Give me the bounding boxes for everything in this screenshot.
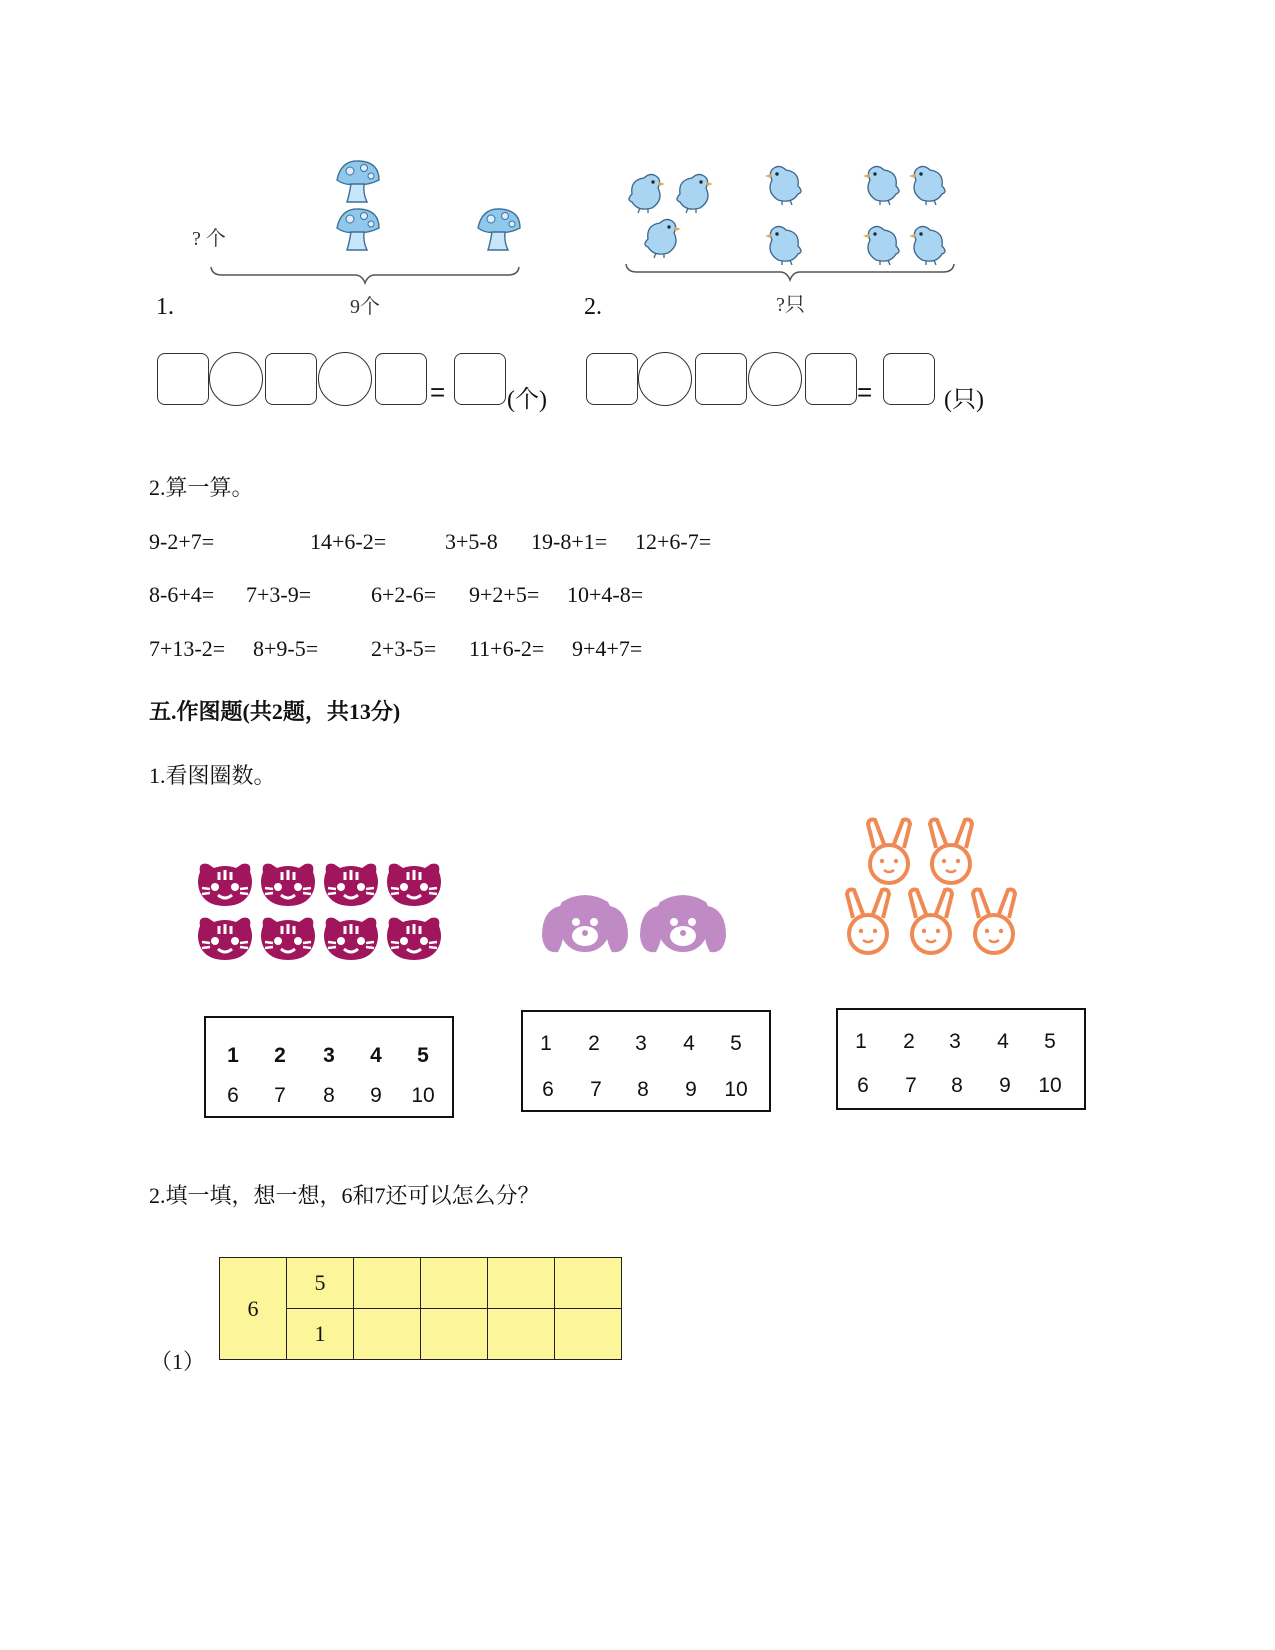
tiger-face-icon [322, 860, 380, 908]
unknown-count-label: ? 个 [192, 228, 226, 250]
split-cell-blank[interactable] [354, 1258, 421, 1309]
number-option[interactable]: 7 [590, 1078, 602, 1101]
chick-icon [764, 222, 806, 266]
number-option[interactable]: 10 [411, 1084, 435, 1107]
calc-expression: 9-2+7= [149, 529, 215, 554]
split-cell-blank[interactable] [555, 1258, 622, 1309]
answer-box[interactable] [157, 353, 209, 405]
calc-expression: 12+6-7= [635, 529, 712, 554]
calc-expression: 9+2+5= [469, 582, 540, 607]
bunny-face-icon [965, 888, 1023, 956]
whole-number-cell: 6 [220, 1258, 287, 1360]
number-option[interactable]: 3 [949, 1030, 961, 1053]
chick-icon [640, 215, 682, 259]
number-option[interactable]: 8 [323, 1084, 335, 1107]
split-cell: 5 [287, 1258, 354, 1309]
operator-circle[interactable] [748, 352, 802, 406]
number-split-table [219, 1257, 622, 1360]
number-option[interactable]: 5 [1044, 1030, 1056, 1053]
calc-expression: 7+13-2= [149, 636, 226, 661]
tiger-face-icon [259, 860, 317, 908]
calc-expression: 8+9-5= [253, 636, 319, 661]
operator-circle[interactable] [638, 352, 692, 406]
mushroom-icon [333, 158, 383, 204]
tiger-face-icon [385, 860, 443, 908]
equals-sign: = [430, 377, 446, 407]
operator-circle[interactable] [209, 352, 263, 406]
result-box[interactable] [454, 353, 506, 405]
chick-icon [624, 170, 666, 214]
question-title: 2.填一填，想一想，6和7还可以怎么分？ [149, 1183, 540, 1208]
number-option[interactable]: 10 [724, 1078, 748, 1101]
chick-icon [862, 162, 904, 206]
calc-expression: 6+2-6= [371, 582, 437, 607]
number-option[interactable]: 9 [370, 1084, 382, 1107]
number-option[interactable]: 4 [997, 1030, 1009, 1053]
calc-expression: 2+3-5= [371, 636, 437, 661]
bunny-face-icon [902, 888, 960, 956]
result-box[interactable] [883, 353, 935, 405]
number-option[interactable]: 2 [588, 1032, 600, 1055]
calc-expression: 19-8+1= [531, 529, 608, 554]
calc-expression: 14+6-2= [310, 529, 387, 554]
split-cell: 1 [287, 1309, 354, 1360]
problem-number: 1. [156, 294, 174, 320]
calc-expression: 11+6-2= [469, 636, 545, 661]
number-box-tigers [204, 1016, 454, 1118]
total-count-label: 9个 [350, 296, 380, 318]
number-option[interactable]: 7 [274, 1084, 286, 1107]
bunny-face-icon [860, 818, 918, 886]
calc-expression: 3+5-8 [445, 529, 498, 554]
chick-icon [908, 222, 950, 266]
answer-box[interactable] [586, 353, 638, 405]
number-option[interactable]: 8 [951, 1074, 963, 1097]
number-option[interactable]: 6 [857, 1074, 869, 1097]
tiger-face-icon [259, 914, 317, 962]
section-heading: 五.作图题(共2题，共13分) [149, 699, 401, 724]
chick-icon [764, 162, 806, 206]
bunny-face-icon [839, 888, 897, 956]
equals-sign: = [857, 377, 873, 407]
number-option[interactable]: 4 [370, 1044, 382, 1067]
split-cell-blank[interactable] [555, 1309, 622, 1360]
split-cell-blank[interactable] [421, 1309, 488, 1360]
tiger-face-icon [196, 914, 254, 962]
bunny-face-icon [922, 818, 980, 886]
answer-box[interactable] [375, 353, 427, 405]
question-title: 1.看图圈数。 [149, 763, 276, 788]
split-cell-blank[interactable] [488, 1309, 555, 1360]
number-option[interactable]: 2 [274, 1044, 286, 1067]
number-option[interactable]: 8 [637, 1078, 649, 1101]
split-cell-blank[interactable] [354, 1309, 421, 1360]
split-cell-blank[interactable] [421, 1258, 488, 1309]
chick-icon [908, 162, 950, 206]
calc-expression: 9+4+7= [572, 636, 643, 661]
number-option[interactable]: 9 [999, 1074, 1011, 1097]
number-option[interactable]: 2 [903, 1030, 915, 1053]
calc-expression: 8-6+4= [149, 582, 215, 607]
number-option[interactable]: 10 [1038, 1074, 1062, 1097]
puppy-face-icon [638, 892, 728, 958]
number-option[interactable]: 5 [730, 1032, 742, 1055]
number-option[interactable]: 1 [227, 1044, 239, 1067]
mushroom-icon [333, 206, 383, 252]
number-option[interactable]: 9 [685, 1078, 697, 1101]
tiger-face-icon [322, 914, 380, 962]
number-option[interactable]: 3 [323, 1044, 335, 1067]
number-box-bunnies [836, 1008, 1086, 1110]
calc-expression: 10+4-8= [567, 582, 644, 607]
number-option[interactable]: 4 [683, 1032, 695, 1055]
number-option[interactable]: 6 [227, 1084, 239, 1107]
brace-bracket [625, 262, 955, 282]
mushroom-icon [474, 206, 524, 252]
number-option[interactable]: 3 [635, 1032, 647, 1055]
number-option[interactable]: 5 [417, 1044, 429, 1067]
unit-label: (只) [944, 387, 984, 413]
problem-number: 2. [584, 294, 602, 320]
total-count-label: ?只 [776, 294, 805, 316]
calc-title: 2.算一算。 [149, 475, 254, 500]
answer-box[interactable] [695, 353, 747, 405]
number-box-puppies [521, 1010, 771, 1112]
answer-box[interactable] [805, 353, 857, 405]
calc-expression: 7+3-9= [246, 582, 312, 607]
number-option[interactable]: 1 [855, 1030, 867, 1053]
unit-label: (个) [507, 387, 547, 413]
tiger-face-icon [196, 860, 254, 908]
split-cell-blank[interactable] [488, 1258, 555, 1309]
number-option[interactable]: 6 [542, 1078, 554, 1101]
number-option[interactable]: 7 [905, 1074, 917, 1097]
chick-icon [672, 170, 714, 214]
number-option[interactable]: 1 [540, 1032, 552, 1055]
brace-bracket [210, 265, 520, 285]
tiger-face-icon [385, 914, 443, 962]
answer-box[interactable] [265, 353, 317, 405]
puppy-face-icon [540, 892, 630, 958]
chick-icon [862, 222, 904, 266]
sub-question-label: （1） [150, 1349, 206, 1374]
operator-circle[interactable] [318, 352, 372, 406]
